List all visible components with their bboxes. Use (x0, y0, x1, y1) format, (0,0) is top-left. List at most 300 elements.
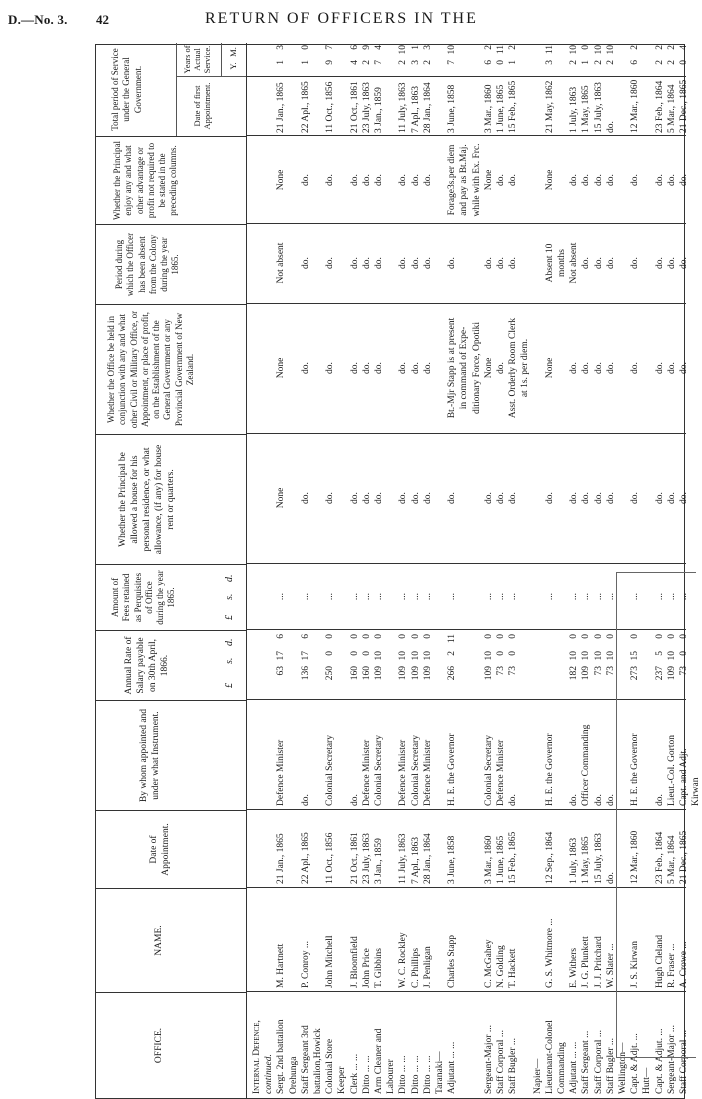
cell-months: 10 (398, 45, 409, 55)
cell-other-office: do. (630, 362, 641, 374)
cell-house-allowance: do. (508, 492, 519, 504)
cell-first-appointment: 21 May, 1862 (544, 80, 555, 133)
cell-other-advantage: do. (630, 174, 641, 186)
cell-months: 6 (349, 45, 360, 50)
cell-absence: months (557, 249, 567, 277)
cell-office: Ditto ... ... (422, 1055, 433, 1094)
cell-name: Hugh Cleland (654, 934, 665, 988)
cell-appointed-by: do. (593, 794, 604, 806)
cell-fees: ... (581, 592, 592, 601)
cell-office: Capt. & Adjut. ... (654, 1028, 665, 1094)
cell-fees: ... (679, 592, 689, 601)
cell-other-office: do. (581, 362, 592, 374)
cell-rate-pence: 11 (447, 634, 458, 644)
cell-other-advantage: do. (605, 174, 616, 186)
header-name: NAME. (96, 888, 246, 992)
cell-rate-pounds: 73 (679, 666, 689, 676)
cell-absence: do. (496, 257, 506, 269)
table-row (569, 43, 580, 1098)
cell-house-allowance: do. (593, 492, 604, 504)
cell-absence: do. (605, 257, 616, 269)
cell-house-allowance: do. (361, 492, 372, 504)
cell-office: Staff Corporal ... (496, 1030, 506, 1094)
cell-rate-pence: 0 (422, 634, 433, 639)
cell-absence: do. (300, 257, 311, 269)
cell-date: 5 Mar., 1864 (666, 835, 677, 884)
cell-rate-pence: 6 (276, 634, 287, 639)
cell-house-allowance: do. (374, 492, 384, 504)
cell-absence: do. (666, 257, 677, 269)
cell-years: 9 (325, 60, 336, 65)
cell-appointed-by: Capt. and Adjt. (679, 748, 689, 806)
cell-office: Staff Corporal ... (679, 1030, 689, 1094)
cell-office: Lieutenant-Colonel (544, 1020, 555, 1094)
cell-years: 6 (483, 60, 494, 65)
cell-office: Sergt. 2nd battalion (276, 1019, 287, 1094)
cell-house-allowance: do. (349, 492, 360, 504)
cell-months: 0 (581, 45, 592, 50)
header-y: Y. (228, 62, 238, 70)
cell-date: 1 June, 1865 (496, 835, 506, 884)
cell-months: 10 (569, 45, 580, 55)
cell-fees: ... (325, 592, 336, 601)
cell-date: 3 Mar., 1860 (483, 835, 494, 884)
cell-months: 3 (276, 45, 287, 50)
cell-other-office: do. (398, 362, 409, 374)
cell-rate-pounds: 63 (276, 666, 287, 676)
cell-name: Charles Stapp (447, 934, 458, 988)
cell-house-allowance: do. (483, 492, 494, 504)
cell-first-appointment: 12 Mar., 1860 (630, 79, 641, 133)
cell-absence: do. (483, 257, 494, 269)
cell-house-allowance: do. (581, 492, 592, 504)
cell-fees: ... (422, 592, 433, 601)
cell-years: 3 (410, 60, 421, 65)
cell-name: John Price (361, 948, 372, 988)
total-service-divider (176, 43, 177, 136)
cell-first-appointment: 3 Mar., 1860 (483, 84, 494, 133)
cell-appointed-by: do. (605, 794, 616, 806)
cell-years: 0 (679, 60, 689, 65)
cell-appointed-by: H. E. the Governor (544, 733, 555, 806)
cell-other-advantage: Forage3s.per diem (447, 144, 458, 216)
cell-absence: do. (508, 257, 519, 269)
cell-absence: do. (410, 257, 421, 269)
years-divider (176, 76, 246, 77)
cell-appointed-by: Defence Minister (398, 739, 409, 806)
cell-name: G. S. Whitmore ... (544, 918, 555, 988)
cell-appointed-by: Colonial Secretary (410, 735, 421, 806)
cell-house-allowance: do. (666, 492, 677, 504)
cell-other-office: None (483, 357, 494, 379)
document-reference: D.—No. 3. (8, 12, 68, 27)
cell-other-office: do. (605, 362, 616, 374)
cell-appointed-by: Colonial Secretary (483, 735, 494, 806)
cell-other-advantage: do. (374, 174, 384, 186)
cell-fees: ... (483, 592, 494, 601)
cell-date: 15 July, 1863 (593, 833, 604, 884)
cell-other-advantage: None (276, 169, 287, 191)
cell-other-office: Bt.-Mjr Stapp is at present (447, 317, 458, 419)
cell-fees: ... (398, 592, 409, 601)
cell-other-advantage: do. (679, 174, 689, 186)
header-m: M. (228, 47, 238, 57)
table-row (411, 43, 422, 1098)
cell-rate-pence: 0 (508, 634, 519, 639)
cell-date: 12 Mar., 1860 (630, 830, 641, 884)
table-row (691, 43, 702, 1098)
cell-rate-pence: 0 (569, 634, 580, 639)
table-row (374, 43, 385, 1098)
table-row (630, 43, 641, 1098)
cell-absence: do. (593, 257, 604, 269)
cell-other-advantage: and pay as Bt.Maj. (459, 144, 470, 216)
cell-other-advantage: while with Ex. Frc. (471, 143, 482, 217)
cell-fees: ... (300, 592, 311, 601)
cell-other-office: do. (349, 362, 360, 374)
cell-rate-pence: 0 (593, 634, 604, 639)
cell-years: 4 (349, 60, 360, 65)
cell-rate-pence: 0 (654, 634, 665, 639)
cell-rate-pounds: 73 (593, 666, 604, 676)
cell-other-office: do. (593, 362, 604, 374)
cell-name: J. Penligan (422, 946, 433, 988)
cell-first-appointment: 21 Oct., 1861 (349, 81, 360, 133)
cell-first-appointment: 3 June, 1858 (447, 84, 458, 133)
cell-other-office: do. (422, 362, 433, 374)
cell-rate-pence: 0 (410, 634, 421, 639)
cell-fees: ... (361, 592, 372, 601)
cell-date: 21 Dec., 1865 (679, 830, 689, 884)
cell-date: 15 Feb., 1865 (508, 831, 519, 884)
cell-other-advantage: do. (422, 174, 433, 186)
cell-fees: ... (374, 592, 384, 601)
cell-name: John Mitchell (325, 935, 336, 988)
fees-pence-unit: d. (224, 574, 235, 582)
cell-rate-pence: 0 (361, 634, 372, 639)
cell-house-allowance: do. (410, 492, 421, 504)
cell-first-appointment: 21 Dec., 1865 (679, 79, 689, 133)
table-row (423, 43, 434, 1098)
cell-date: do. (605, 872, 616, 884)
table-row (264, 43, 275, 1098)
cell-rate-pence: 6 (300, 634, 311, 639)
cell-date: 12 Sep., 1864 (544, 831, 555, 884)
page-rule (616, 572, 617, 1057)
cell-other-office: at 1s. per diem. (520, 338, 531, 398)
cell-rate-pounds: 73 (508, 666, 519, 676)
cell-office: Colonial Store (325, 1038, 336, 1094)
cell-rate-pounds: 73 (496, 666, 506, 676)
cell-rate-pounds: 136 (300, 666, 311, 681)
cell-house-allowance: do. (679, 492, 689, 504)
cell-rate-shillings: 0 (361, 651, 372, 656)
cell-rate-pounds: 73 (605, 666, 616, 676)
header-house: Whether the Principal be allowed a house for his personal residence, or what allowance, (if any) for house rent or quarters. (96, 434, 246, 564)
cell-rate-pence: 0 (666, 634, 677, 639)
cell-name: W. C. Rockley (398, 932, 409, 988)
officers-return-table (95, 44, 702, 1099)
cell-years: 2 (569, 60, 580, 65)
cell-absence: Absent 10 (544, 243, 555, 283)
rate-pound-unit: £ (224, 683, 235, 688)
cell-date: 3 Jan., 1859 (374, 838, 384, 884)
cell-rate-pounds: 160 (349, 666, 360, 681)
cell-office: Taranaki— (435, 1051, 445, 1094)
cell-months: 2 (654, 45, 665, 50)
cell-other-office: do. (300, 362, 311, 374)
table-row (679, 43, 690, 1098)
cell-fees: ... (410, 592, 421, 601)
cell-rate-shillings: 0 (496, 651, 506, 656)
cell-first-appointment: 21 Jan., 1865 (276, 82, 287, 133)
cell-years: 2 (654, 60, 665, 65)
table-row (533, 43, 544, 1098)
table-row (252, 43, 263, 1098)
cell-other-office: do. (666, 362, 677, 374)
page-rule (616, 572, 696, 573)
cell-rate-pounds: 250 (325, 666, 336, 681)
header-by-whom: By whom appointed and under what Instrument. (96, 700, 246, 810)
cell-years: 2 (605, 60, 616, 65)
cell-office: Keeper (337, 1066, 348, 1094)
header-first-appointment: Date of first Appointment. (192, 82, 213, 130)
cell-office: Wellington— (618, 1042, 628, 1094)
table-row (447, 43, 458, 1098)
cell-other-office: do. (679, 362, 689, 374)
cell-office: Staff Sergeant 3rd (300, 1025, 311, 1094)
table-row (337, 43, 348, 1098)
cell-house-allowance: do. (300, 492, 311, 504)
page-header (0, 0, 700, 40)
cell-house-allowance: do. (630, 492, 641, 504)
cell-appointed-by: H. E. the Governor (447, 733, 458, 806)
cell-house-allowance: do. (496, 492, 506, 504)
cell-appointed-by: do. (349, 794, 360, 806)
cell-date: 7 Apl., 1863 (410, 837, 421, 884)
cell-first-appointment: 15 July, 1863 (593, 82, 604, 133)
cell-office: Adjutant ... ... (569, 1041, 580, 1094)
cell-rate-shillings: 10 (374, 651, 384, 661)
table-row (472, 43, 483, 1098)
cell-months: 11 (544, 45, 555, 55)
cell-date: 21 Oct., 1861 (349, 832, 360, 884)
cell-years: 2 (666, 60, 677, 65)
cell-rate-shillings: 10 (569, 651, 580, 661)
cell-first-appointment: do. (605, 121, 616, 133)
cell-rate-pence: 0 (496, 634, 506, 639)
cell-rate-pounds: 109 (374, 666, 384, 681)
cell-months: 2 (666, 45, 677, 50)
cell-name: N. Golding (496, 945, 506, 988)
table-row (594, 43, 605, 1098)
cell-appointed-by: Lieut.-Col. Gorton (666, 735, 677, 806)
cell-years: 7 (374, 60, 384, 65)
table-row (276, 43, 287, 1098)
cell-first-appointment: 28 Jan., 1864 (422, 82, 433, 133)
cell-other-office: do. (569, 362, 580, 374)
cell-name: R. Fraser ... (666, 943, 677, 988)
cell-years: 7 (447, 60, 458, 65)
cell-rate-shillings: 10 (666, 651, 677, 661)
cell-rate-shillings: 0 (325, 651, 336, 656)
cell-first-appointment: 22 Apl., 1865 (300, 81, 311, 133)
cell-appointed-by: Officer Commanding (581, 724, 592, 806)
cell-first-appointment: 23 July, 1863 (361, 82, 372, 133)
cell-other-advantage: do. (593, 174, 604, 186)
cell-date: 11 July, 1863 (398, 833, 409, 884)
cell-fees: ... (569, 592, 580, 601)
cell-rate-shillings: 2 (447, 651, 458, 656)
table-row (435, 43, 446, 1098)
cell-absence: do. (447, 257, 458, 269)
cell-other-office: None (544, 357, 555, 379)
rate-pence-unit: d. (224, 638, 235, 646)
table-row (459, 43, 470, 1098)
header-rule (246, 43, 247, 1098)
cell-name: C. Phillips (410, 947, 421, 988)
cell-rate-pence: 0 (349, 634, 360, 639)
cell-rate-pence: 0 (630, 634, 641, 639)
cell-other-advantage: do. (398, 174, 409, 186)
cell-name: J. S. Kirwan (630, 941, 641, 988)
cell-appointed-by: do. (300, 794, 311, 806)
cell-office: Staff Sergeant ... (581, 1030, 592, 1094)
cell-house-allowance: do. (654, 492, 665, 504)
cell-absence: do. (630, 257, 641, 269)
cell-absence: do. (422, 257, 433, 269)
cell-first-appointment: 1 May, 1865 (581, 85, 592, 133)
cell-rate-shillings: 10 (593, 651, 604, 661)
cell-months: 2 (483, 45, 494, 50)
header-total-service: Total period of Service under the General Government. (110, 48, 143, 131)
cell-rate-pounds: 109 (422, 666, 433, 681)
cell-rate-pounds: 109 (581, 666, 592, 681)
cell-appointed-by: do. (508, 794, 519, 806)
table-row (398, 43, 409, 1098)
fees-shilling-unit: s. (224, 593, 235, 600)
header-years-actual: Years of Actual Service. (182, 45, 213, 74)
cell-absence: do. (325, 257, 336, 269)
cell-name: E. Withers (569, 947, 580, 988)
cell-rate-pounds: 237 (654, 666, 665, 681)
cell-office: Labourer (386, 1059, 397, 1094)
cell-name: T. Hackett (508, 948, 519, 988)
cell-appointed-by: Colonial Secretary (325, 735, 336, 806)
cell-office: Orehunga (288, 1056, 299, 1094)
cell-first-appointment: 23 Feb., 1864 (654, 80, 665, 133)
cell-years: 1 (508, 60, 519, 65)
cell-rate-pence: 0 (483, 634, 494, 639)
cell-other-advantage: do. (410, 174, 421, 186)
cell-rate-pounds: 109 (410, 666, 421, 681)
cell-other-advantage: do. (654, 174, 665, 186)
cell-other-office: ditionary Force, Opotiki (471, 321, 482, 415)
cell-years: 1 (276, 60, 287, 65)
cell-date: 23 Feb., 1864 (654, 831, 665, 884)
cell-date: 22 Apl., 1865 (300, 832, 311, 884)
cell-first-appointment: 11 July, 1863 (398, 82, 409, 133)
cell-house-allowance: do. (605, 492, 616, 504)
cell-months: 4 (374, 45, 384, 50)
cell-rate-shillings: 10 (422, 651, 433, 661)
cell-other-office: do. (654, 362, 665, 374)
cell-years: 3 (544, 60, 555, 65)
table-row (667, 43, 678, 1098)
page-title: RETURN OF OFFICERS IN THE (205, 10, 478, 27)
table-row (520, 43, 531, 1098)
cell-house-allowance: do. (325, 492, 336, 504)
cell-absence: Not absent (276, 242, 287, 284)
cell-appointed-by: Defence Minister (276, 739, 287, 806)
cell-rate-pounds: 182 (569, 666, 580, 681)
cell-date: 21 Jan., 1865 (276, 833, 287, 884)
cell-other-advantage: do. (349, 174, 360, 186)
cell-office: Hutt— (642, 1067, 653, 1094)
table-row (618, 43, 629, 1098)
cell-house-allowance: do. (544, 492, 555, 504)
cell-years: 0 (496, 60, 506, 65)
cell-rate-shillings: 0 (349, 651, 360, 656)
cell-rate-pence: 0 (325, 634, 336, 639)
cell-office: Sergeant-Major ... (666, 1025, 677, 1094)
cell-date: 28 Jan., 1864 (422, 833, 433, 884)
cell-appointed-by: do. (569, 794, 580, 806)
cell-appointed-by: H. E. the Governor (630, 733, 641, 806)
cell-fees: ... (666, 592, 677, 601)
table-row (655, 43, 666, 1098)
cell-rate-pence: 0 (581, 634, 592, 639)
cell-office: continued. (264, 1054, 275, 1094)
cell-name: C. McGahey (483, 939, 494, 988)
table-row (557, 43, 568, 1098)
cell-name: M. Hartnett (276, 943, 287, 988)
cell-months: 9 (361, 45, 372, 50)
cell-first-appointment: 15 Feb., 1865 (508, 80, 519, 133)
cell-rate-pounds: 109 (666, 666, 677, 681)
cell-appointed-by: Defence Minister (422, 739, 433, 806)
cell-fees: ... (496, 592, 506, 601)
cell-date: 23 July, 1863 (361, 833, 372, 884)
cell-name: A. Crowe ... (679, 941, 689, 988)
cell-name: T. Gibbins (374, 948, 384, 988)
cell-fees: ... (593, 592, 604, 601)
cell-rate-shillings: 0 (508, 651, 519, 656)
cell-office: Ditto ... ... (410, 1055, 421, 1094)
cell-rate-shillings: 15 (630, 651, 641, 661)
cell-other-advantage: do. (569, 174, 580, 186)
cell-other-advantage: do. (300, 174, 311, 186)
cell-date: 1 May, 1865 (581, 836, 592, 884)
cell-absence: do. (581, 257, 592, 269)
cell-rate-pence: 0 (374, 634, 384, 639)
page-rule (616, 1057, 696, 1058)
cell-absence: do. (361, 257, 372, 269)
cell-house-allowance: do. (422, 492, 433, 504)
cell-other-office: None (276, 357, 287, 379)
cell-house-allowance: do. (398, 492, 409, 504)
cell-rate-shillings: 10 (605, 651, 616, 661)
header-office: OFFICE. (96, 992, 246, 1098)
cell-other-office: do. (374, 362, 384, 374)
cell-rate-shillings: 17 (300, 651, 311, 661)
cell-months: 7 (325, 45, 336, 50)
cell-office: Napier— (532, 1058, 543, 1094)
table-row (313, 43, 324, 1098)
table-row (386, 43, 397, 1098)
rate-shilling-unit: s. (224, 657, 235, 664)
table-row (350, 43, 361, 1098)
